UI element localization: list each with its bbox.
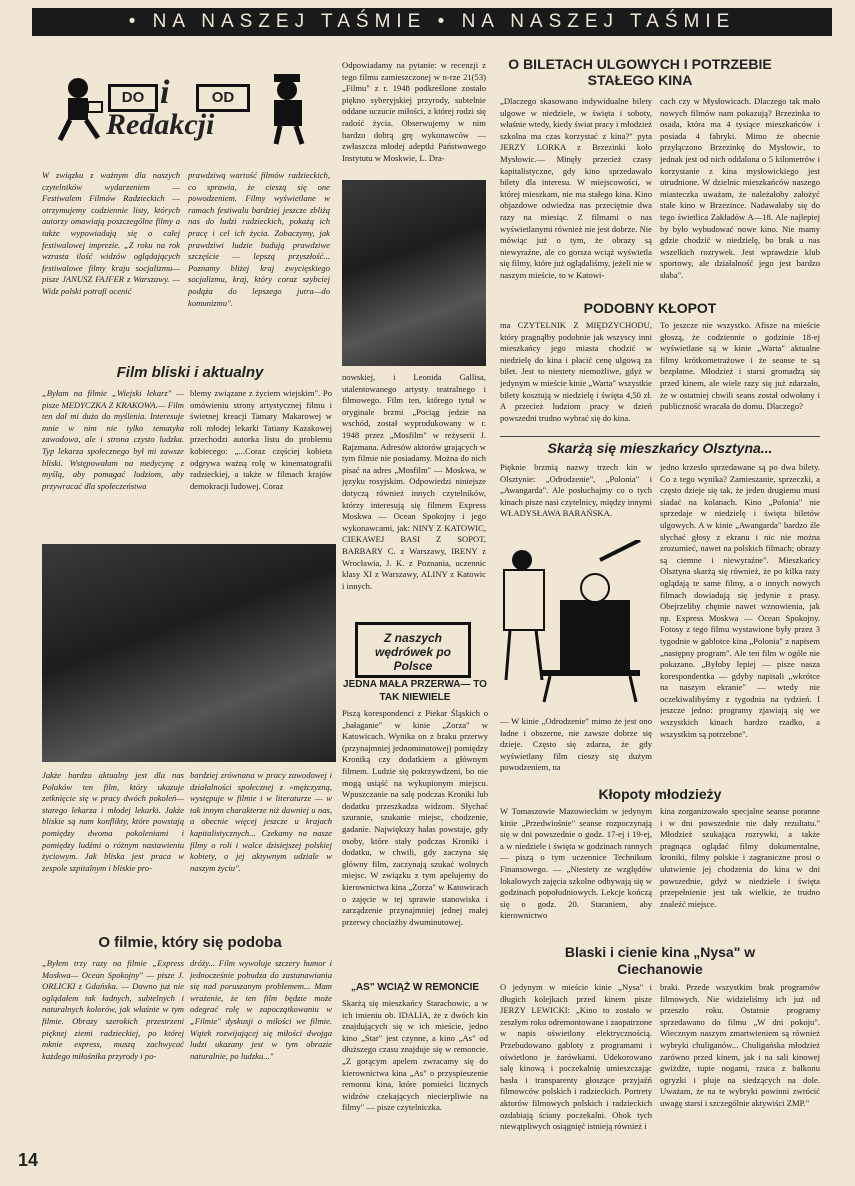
bottom-left-col1: Jakże bardzo aktualny jest dla nas Polaków ten film, który ukazuje zetknięcie się w pracy dwóch pokoleń—starego lekarza i młodej lekarki. Jakże bliskie są nam konflikty, które powstają pomiędzy dwoma pokoleniami i pomiędzy ludźmi o różnym nastawieniu życiowym. Jak bliska jest praca w zespole szpitalnym i bliskie pro- [42, 770, 184, 873]
logo-redakcji: Redakcji [106, 108, 215, 141]
olsztyn-col1: Pięknie brzmią nazwy trzech kin w Olsztynie: „Odrodzenie", „Polonia" i „Awangarda". Ale posłuchajmy co o tych kinach pisze nasi czytelnicy, między innymi WŁADYSŁAWA BARAŃSKA. [500, 462, 652, 519]
film-bliski-col2: blemy związane z życiem wiejskim". Po omówieniu strony artystycznej filmu i świetnej kreacji Tamary Makarowej w roli młodej lekarki Tatiany Kazakowej przechodzi autorka listu do problemu kobiecego: „...Coraz częściej kobieta odgrywa ważną rolę w kinematografii radzieckiej, a także w filmach krajów demokracji ludowej. Coraz [190, 388, 332, 491]
o-filmie-col1: „Byłem trzy razy na filmie „Express Moskwa— Ocean Spokojny" — pisze J. ORLICKI z Gdańska. — Dawno już nie oglądałem tak ładnych, subtelnych i naturalnych kolorów, jak właśnie w tym filmie. Obrazy szerokich przestrzeni pięknej ziemi radzieckiej, po której mknie express, muszą zachwycać każdego miłośnika przyrody i po- [42, 958, 184, 1061]
film-bliski-col1: „Byłam na filmie „Wiejski lekarz" — pisze MEDYCZKA Z KRAKOWA.— Film ten dał mi dużo do myślenia. Interesuje mnie w nim nie tylko tematyka zawodowa, ale i strona czysto ludzka. Typ lekarza społecznego był mi zawsze bliski. Wstępowałam na medycynę z myślą, aby pomagać ludziom, aby przywracać dla społeczeństwa [42, 388, 184, 491]
nysa-col2: braki. Przede wszystkim brak programów filmowych. Nie widzieliśmy ich już od przeszło roku. Ostatnie programy sprzedawano do filmu „W dni pokoju". Wiecznym naszym zmartwieniem są również wybryki chuliganów... Chuligańska młodzież zarówno przed kinem, jak i na sali kinowej gwiżdże, tupie nogami, rzuca z balkonu ogryzki i pluje na siedzących na dole. Uważam, że na te wybryki powinni zwrócić uwagę starsi i szczególnie aktywiści ZMP." [660, 982, 820, 1108]
mlodziezy-title: Kłopoty młodzieży [598, 786, 722, 802]
nysa-col1: O jedynym w mieście kinie „Nysa" i długich kolejkach przed kinem pisze JERZY LEWICKI: „Kino to zostało w zeszłym roku odremontowane i zaopatrzone w napis oświetlony elektrycznością. Przebudowano gabloty z programami i oświetlono je żarówkami. Udekorowano salę kinową i poczekalnię umieszczając hasła i transparenty głoszące przyjaźń filmowców polskich i radzieckich. Portrety aktorów filmowych polskich i radzieckich ozdabiają ściany poczekalni. Obok tych niewątpliwych osiągnięć istnieją również i [500, 982, 652, 1132]
do-i-od-redakcji-logo [48, 72, 318, 152]
film-bliski-title: Film bliski i aktualny [116, 364, 264, 381]
postman-right-icon [260, 72, 318, 148]
as-text: Skarżą się mieszkańcy Starachowic, a w ich imieniu ob. IDALIA, że z dwóch kin znajdujących się w ich mieście, jedno kino „Star" jest czynne, a kino „As" od dłuższego czasu znajduje się w remoncie. „Z gorącym apelem zwracamy się do kierownictwa kina „As" o przyspieszenie remontu kina, które pomieści licznych widzów czekających niecierpliwie na filmy" — pisze czytelniczka. [342, 998, 488, 1113]
logo-do: DO [108, 84, 158, 112]
banner: • NA NASZEJ TAŚMIE • NA NASZEJ TAŚMIE [32, 8, 832, 36]
intro-col2: prawdziwą wartość filmów radzieckich, co sprawia, że cieszą się one powodzeniem. Filmy wyświetlane w ramach festiwalu bardziej jeszcze zbliżą nas do ludzi radzieckich, pokażą ich pracę i cel ich życia. Zobaczymy, jak prawdziwi ludzie budują prawdziwe szczęście — lepszą przyszłość... Poznamy bliżej kraj zwycięskiego socjalizmu, kraj, który coraz szybciej podąża do lepszego jutra—do komunizmu". [188, 170, 330, 308]
mid-col-top: Odpowiadamy na pytanie: w recenzji z tego filmu zamieszczonej w n-rze 21(53) „Filmu" z r. 1948 podkreślone zostało piękno syberyjskiej przyrody, subtelnie oddane uczucie miłości, z której rodzi się radość życia. Obserwujemy w nim bardzo dobrą grę wykonawców — zwłaszcza młodej adeptki Państwowego Instytutu w Moskwie, L. Dra- [342, 60, 486, 163]
intro-col1: W związku z ważnym dla naszych czytelników wydarzeniem — Festiwalem Filmów Radzieckich — otrzymujemy codziennie listy, których autorzy omawiają poszczególne filmy a także wypowiadają się o całej festiwalowej imprezie. „Z roku na rok wzrasta ilość widzów oglądających festiwalowe filmy kraju socjalizmu—pisze JANUSZ FAJFER z Warszawy. — Widz polski potrafi ocenić [42, 170, 180, 296]
bottom-left-col2: bardziej zrównana w pracy zawodowej i działalności społecznej z »mężczyzną, występuje w filmie i w literaturze — w tak innym charakterze niż dawniej u nas, a obecnie więcej jeszcze u krajach kapitalistycznych... Czekamy na nasze filmy o roli i walce dzisiejszej polskiej kobiety, o jej aktywnym udziale w naszym życiu". [190, 770, 332, 873]
przerwa-text: Piszą korespondenci z Piekar Śląskich o „bałaganie" w kinie „Zorza" w Katowicach. Wynika on z braku przerwy (przynajmniej jednominutowej) pomiędzy Kroniką czy dodatkiem a głównym filmem. Ludzie się pokrzywdzeni, bo nie mogą usiąść na wykupionym miejscu. Wpuszczanie na salę podczas Kroniki lub dodatku przeszkadza widzom. Słychać szuranie, szukanie miejsc, chodzenie, gadanie. Największy hałas powstaje, gdy osoby, które stały podczas Kroniki i dodatku, w chwili, gdy zaczyna się główny film, zaczynają szukać wolnych miejsc. W związku z tym apelujemy do kierownictwa kina „Zorza" w Katowicach o zajęcie w tej sprawie stanowiska i zarządzenie przynajmniej jednej małej przerwy chociażby dwuminutowej. [342, 708, 488, 927]
olsztyn-col1b: — W kinie „Odrodzenie" mimo że jest ono ładne i obszerne, nie zawsze dobrze się dzieje. Często się zdarza, że gdy wyświetlany film cieszy się dużym powodzeniem, na [500, 716, 652, 773]
klopot-col1: ma CZYTELNIK Z MIĘDZYCHODU, który pragnąłby podobnie jak wszyscy inni mieszkańcy jego miasta chodzić w niedzielę do kina i płacić cenę ulgową za bilet. Jest to niestety niemożliwe, gdyż w jedynym w mieście kinie „Warta" wszystkie bilety kosztują w niedzielę i święta 4,50 zł. A przecież ludziom pracy w dzień powszedni trudno wybrać się do kina. [500, 320, 652, 423]
nysa-title: Blaski i cienie kina „Nysa" w Ciechanowie [564, 944, 756, 977]
olsztyn-title: Skarżą się mieszkańcy Olsztyna... [547, 440, 773, 456]
as-title: „AS" WCIĄŻ W REMONCIE [350, 982, 480, 993]
bilety-title: O BILETACH ULGOWYCH I POTRZEBIE STAŁEGO KINA [508, 56, 772, 88]
cartoon-cinema-illustration [500, 540, 652, 705]
o-filmie-title: O filmie, który się podoba [98, 934, 282, 951]
logo-od: OD [196, 84, 250, 112]
logo-i: i [160, 74, 170, 111]
o-filmie-col2: dróży... Film wywołuje szczery humor i jednocześnie pobudza do zastanawiania się nad poruszanym problemem... Mam wrażenie, że ten film będzie może odegrać rolę w zapoczątkowaniu w „Filmie" dyskusji o miłości we filmie. Wątek rozwijającej się miłości dwojga ludzi ukazany jest w tym obrazie naturalnie, po ludzku..." [190, 958, 332, 1061]
bilety-col2: cach czy w Mysłowicach. Dlaczego tak mało nowych filmów nam pokazują? Brzezinka to osada, która ma 4 tysiące mieszkańców i posiada 4 fabryki. Mimo że obecnie przyłączono Brzezinkę do Mysłowic, to jednak jest od nich oddalona o 5 kilometrów i korzystanie z kina mysłowickiego jest utrudnione. W dzielnic mieszkańców naszego miasteczka uważam, że należałoby założyć stałe kino w Brzezince. Nadawałaby się do tego świetlica Zakładów A—18. Ale najlepiej by było wybudować nowe kino. Nie mamy gdzie chodzić w niedzielę, bo brak u nas wszelkich rozrywek. Jest wprawdzie klub sportowy, ale działalność jego jest bardzo słaba". [660, 96, 820, 280]
olsztyn-col2: jedno krzesło sprzedawane są po dwa bilety. Co z tego wynika? Zamieszanie, sprzeczki, a często dzieje się tak, że jeden drugiemu musi siadać na kolanach. Kino „Polonia" nie sprzedaje w niedzielę i święta biletów ulgowych. A w kinie „Awangarda" bardzo źle słychać głosy z ekranu i nic nie można zrozumieć, nawet na polskich filmach; obrazy są ciemne i niewyraźne". Mieszkańcy Olsztyna skarżą się również, że po kilka razy oglądają te same filmy, a o innych nowych filmach dowiadują się jedynie z prasy. Obejrzeliby chętnie nawet wznowienia, jak np. Express Moskwa — Ocean Spokojny. Fotosy z tego filmu wystawione były przez 3 tygodnie w gablotce kina „Polonia" z napisem „następny program". Ale ten film w ogóle nie pokazano. „Byłoby lepiej — pisze nasza korespondentka — gdyby napisali „wkrótce na naszym ekranie" — wtedy nie oczekiwalibyśmy z tygodnia na tydzień. I jeszcze jedno: programy zjawiają się we wszystkich kinach bardzo rzadko, a wszystkim są potrzebne". [660, 462, 820, 739]
klopot-title: PODOBNY KŁOPOT [583, 300, 717, 316]
klopot-col2: To jeszcze nie wszystko. Afisze na mieście głoszą, że codziennie o godzinie 18-ej wyświetlane są w kinie „Warta" aktualne filmy krótkometrażowe i że seanse te są bezpłatne. Młodzież i starsi gromadzą się przed kinem, ale wiele razy się już zdarzało, że w ostatniej chwili seans został odwołany i publiczność wracała do domu. Dlaczego? [660, 320, 820, 412]
bilety-col1: „Dlaczego skasowano indywidualne bilety ulgowe w niedziele, w święta i soboty, właśnie wtedy, kiedy świat pracy i młodzież szkolna ma czas korzystać z kina?" pyta JERZY LORKA z Brzezinki koło Mysłowic.— Minęły przecież czasy kapitalistyczne, gdy kino sprzedawało bilety dla interesu. W miejscowości, w której mieszkam, nie ma stałego kina. Kino objazdowe odwiedza nas przeciętnie dwa razy na miesiąc. Z filmami o nas wyświetlanymi również nie jest dobrze. Nie mówiąc już o tym, że obrazy są niewyraźne, ale co gorsza wciąż wyświetla się filmy, które już oglądaliśmy, jeżeli nie w naszym mieście, to w Katowi- [500, 96, 652, 280]
mid-col-main: nowskiej, i Leonida Gallisa, utalentowanego artysty teatralnego i filmowego. Film ten, którego tytuł w oryginale brzmi „Pociąg jedzie na wschód, został wyprodukowany w r. 1948 przez „Mosfilm" w reżyserii J. Rajzmana. Adresów aktorów grających w tym filmie nie posiadamy. Można do nich pisać na adres „Mosfilm" — Moskwa, w języku rosyjskim. Odpowiedzi niniejsze dotyczą również innych czytelników, którzy interesują się filmem Express Moskwa — Ocean Spokojny i jego wykonawcami, jak: NINY Z KATOWIC, CIEKAWEJ BASI Z SOPOT, BARBARY C. z Warszawy, IRENY z Wrocławia, J. K. z Poznania, uczennic klasy XI z Warszawy, ALINY z Katowic i innych. [342, 372, 486, 591]
photo-villagers [42, 544, 336, 762]
mlodziezy-col1: W Tomaszowie Mazowieckim w jedynym kinie „Przedwiośnie" seanse rozpoczynają się w dni powszednie o godz. 17-ej i 19-ej, a w niedziele i święta w godzinach rannych — piszą o tym uczennice Technikum Finansowego. — „Niestety ze względów lokalowych zajęcia szkolne odbywają się w godzinach popołudniowych. Lekcje kończą się o godz. 20. Staraniem, aby kierownictwo [500, 806, 652, 921]
divider-right [500, 436, 820, 437]
page-number: 14 [18, 1150, 39, 1170]
mlodziezy-col2: kina zorganizowało specjalne seanse poranne i w dni powszednie nie dały rezultatu." Młodzież szukająca rozrywki, a także pragnąca oglądać filmy dokumentalne, kroniki, filmy polskie i zagraniczne prosi o ułatwienie jej chodzenia do kina w dni powszednie, gdyż w niedziele i święta przepełnienie jest tak wielkie, że trudno znaleźć miejsce. [660, 806, 820, 909]
z-naszych-wedrowek-stamp: Z naszych wędrówek po Polsce [355, 622, 471, 678]
photo-couple [342, 180, 486, 366]
postman-left-icon [48, 74, 108, 144]
przerwa-title: JEDNA MAŁA PRZERWA— TO TAK NIEWIELE [343, 679, 487, 703]
